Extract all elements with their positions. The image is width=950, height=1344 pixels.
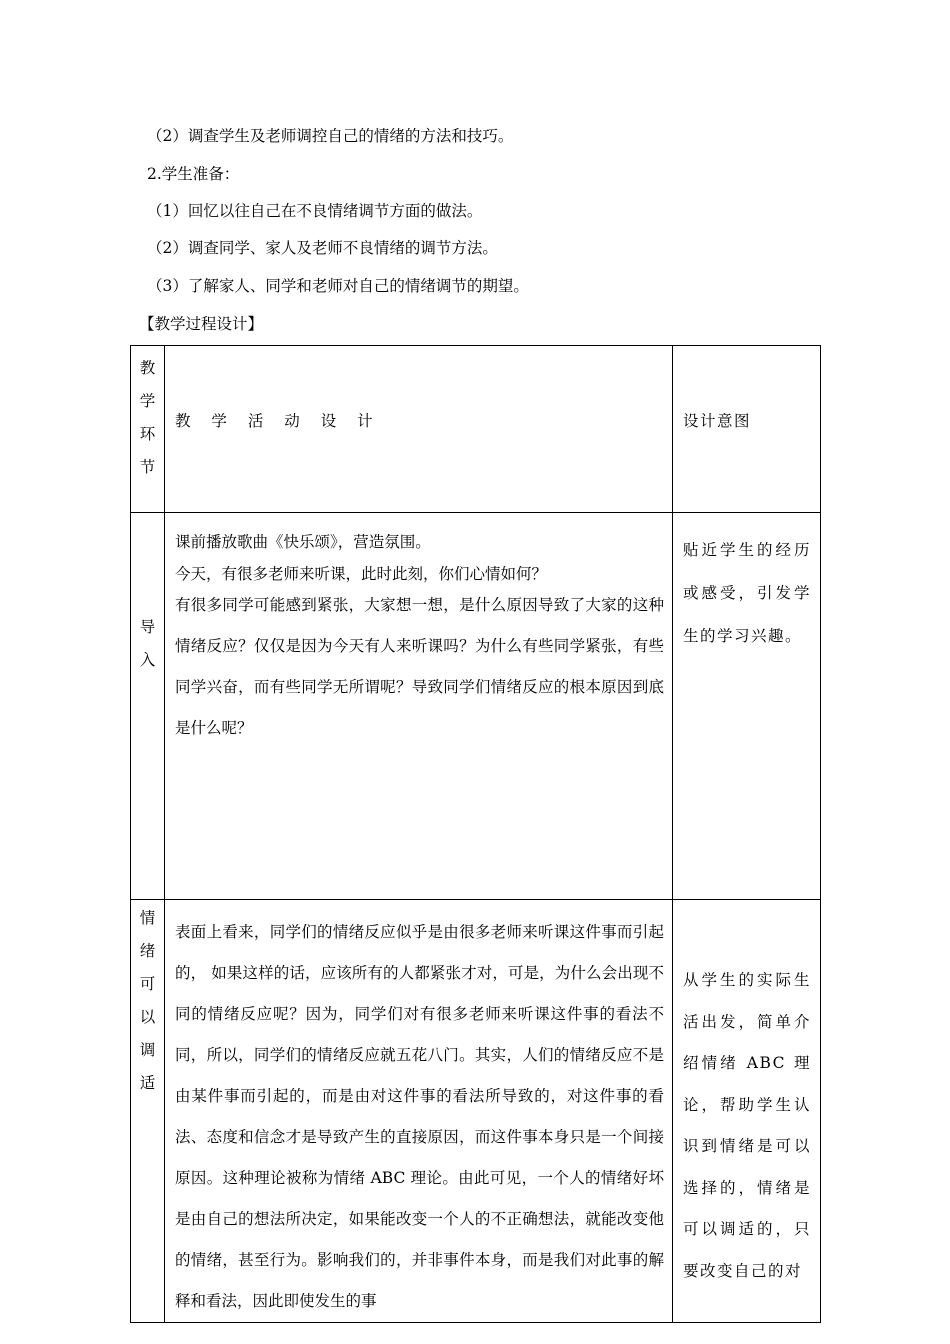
stage-char: 入 [139,651,156,669]
stage-cell-emotion [131,900,165,1323]
stage-char: 绪 [139,942,156,960]
prep-line-1: （2）调查学生及老师调控自己的情绪的方法和技巧。 [147,127,514,145]
stage-char: 情 [139,909,156,927]
stage-header-char: 学 [139,392,156,410]
stage-cell-intro [131,513,165,900]
intent-header-cell [673,346,821,513]
prep-line-3: （1）回忆以往自己在不良情绪调节方面的做法。 [147,202,483,220]
stage-char: 以 [139,1008,156,1026]
activity-line: 有很多同学可能感到紧张，大家想一想，是什么原因导致了大家的这种情绪反应？仅仅是因为今天有人来听课吗？为什么有些同学紧张，有些同学兴奋，而有些同学无所谓呢？导致同学们情绪反应的根本原因到底是什么呢？ [175,596,664,737]
stage-char: 导 [139,618,156,636]
activity-cell-emotion [165,900,673,1323]
activity-header-cell [165,346,673,513]
activity-header-label: 教 学 活 动 设 计 [175,412,381,430]
intent-text-intro: 贴近学生的经历或感受，引发学生的学习兴趣。 [683,541,811,645]
stage-char: 调 [139,1041,156,1059]
intent-cell-intro [673,513,821,900]
activity-line: 课前播放歌曲《快乐颂》，营造氛围。 [175,533,431,551]
stage-char: 可 [139,975,156,993]
stage-header-char: 环 [139,425,156,443]
activity-text-emotion: 表面上看来，同学们的情绪反应似乎是由很多老师来听课这件事而引起的， 如果这样的话，应该所有的人都紧张才对，可是，为什么会出现不同的情绪反应呢？因为，同学们对有很多老师来听课这件事的看法不同，所以，同学们的情绪反应就五花八门。其实，人们的情绪反应不是由某件事而引起的，而是由对这件事的看法所导致的，对这件事的看法、态度和信念才是导致产生的直接原因，而这件事本身只是一个间接原因。这种理论被称为情绪 ABC 理论。由此可见，一个人的情绪好坏是由自己的想法所决定，如果能改变一个人的不正确想法，就能改变他的情绪，甚至行为。影响我们的，并非事件本身，而是我们对此事的解释和看法，因此即使发生的事 [175,923,664,1310]
table-row-intro [131,513,821,900]
table-row-emotion-adjustable [131,900,821,1323]
stage-header-cell [131,346,165,513]
intent-text-emotion: 从学生的实际生活出发，简单介绍情绪 ABC 理论，帮助学生认识到情绪是可以选择的，情绪是可以调适的，只要改变自己的对 [683,971,811,1280]
activity-text-intro [165,513,672,749]
intent-cell-emotion [673,900,821,1323]
activity-cell-intro [165,513,673,900]
section-title: 【教学过程设计】 [139,315,264,333]
table-header-row [131,346,821,513]
stage-char: 适 [139,1074,156,1092]
prep-line-4: （2）调查同学、家人及老师不良情绪的调节方法。 [147,239,498,257]
lesson-design-table [130,345,821,1323]
activity-line: 今天，有很多老师来听课，此时此刻，你们心情如何？ [175,565,548,583]
stage-header-char: 教 [139,359,156,377]
prep-line-5: （3）了解家人、同学和老师对自己的情绪调节的期望。 [147,277,529,295]
prep-line-2: 2.学生准备： [147,165,240,183]
stage-header-char: 节 [139,458,156,476]
intent-header-label: 设计意图 [683,412,752,430]
